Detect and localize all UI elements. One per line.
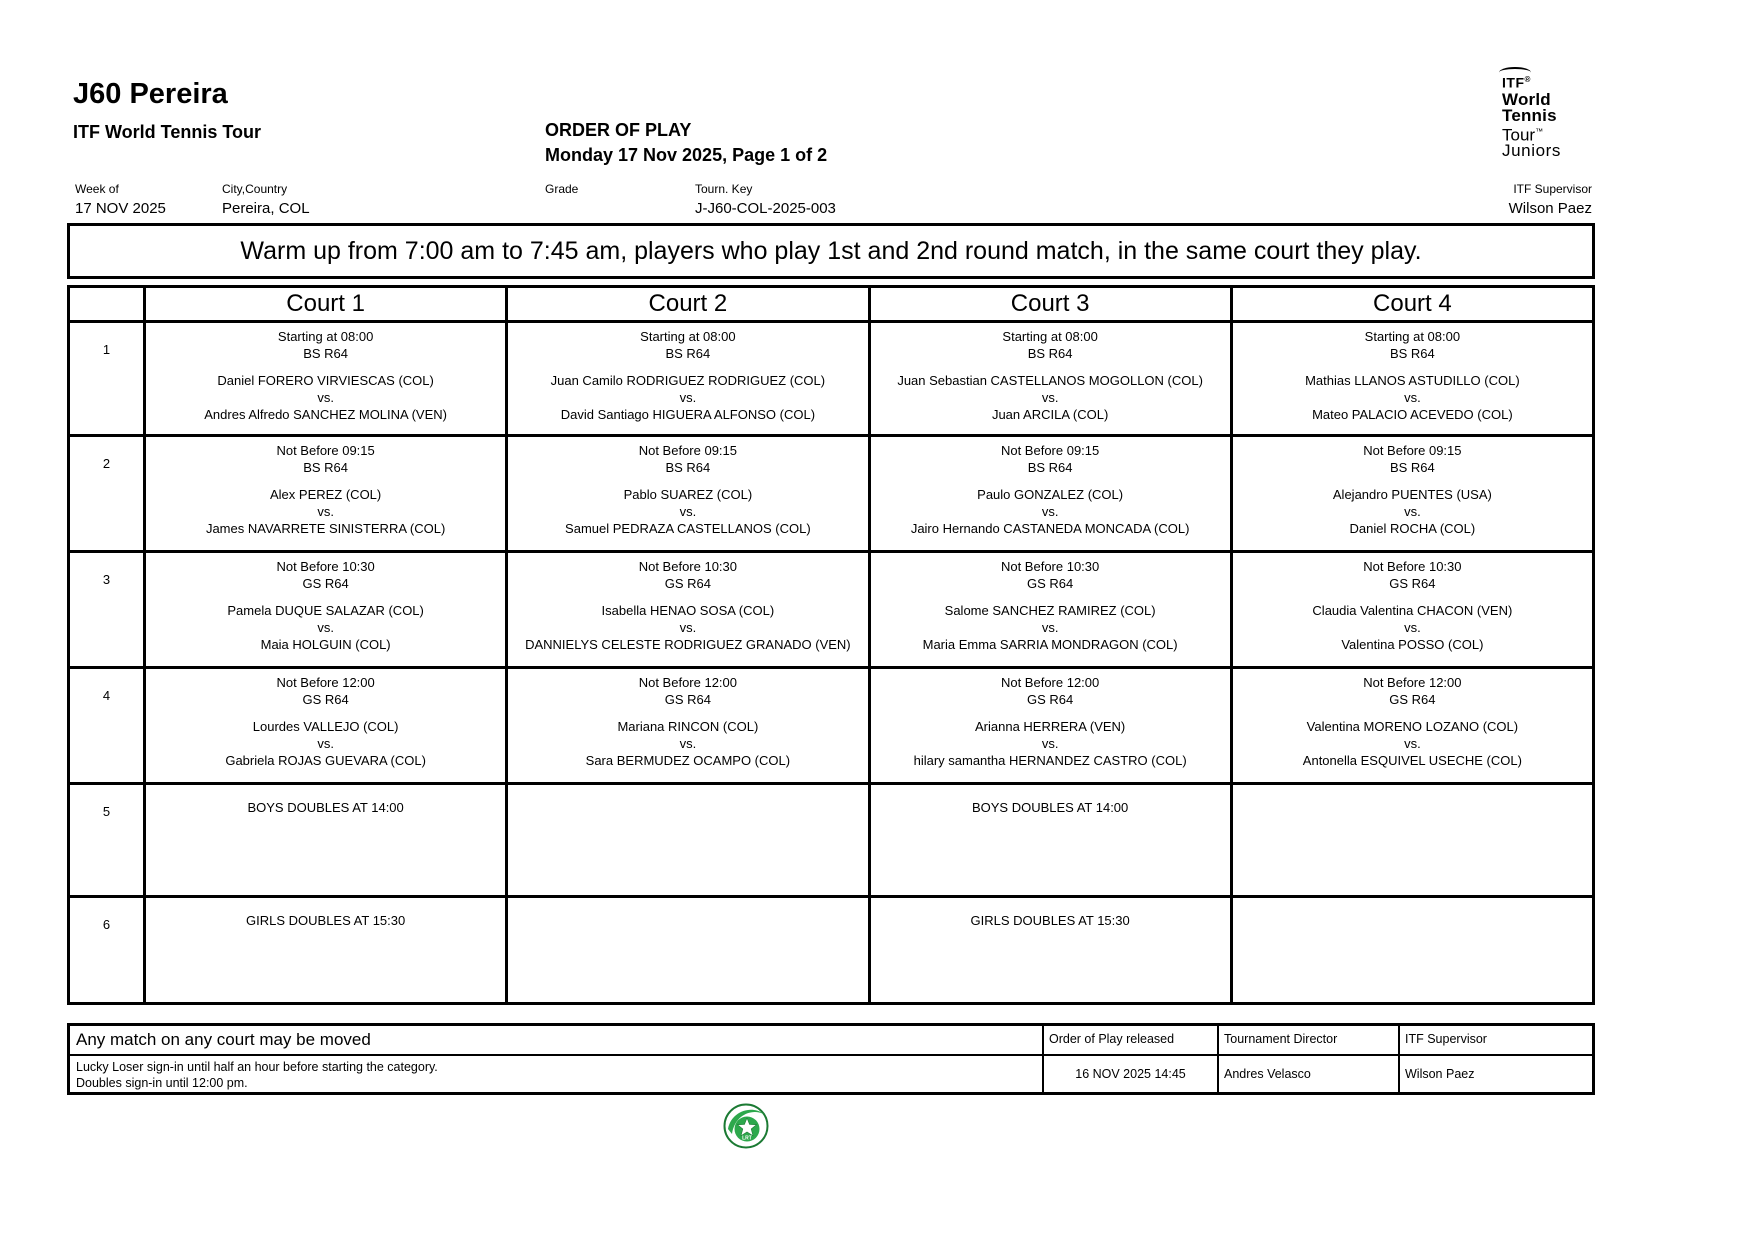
match-cell [1233,669,1592,782]
director-value: Andres Velasco [1217,1054,1398,1092]
schedule-row [70,434,1592,550]
match-cell [146,553,508,666]
spacer [146,708,505,718]
doubles-note: BOYS DOUBLES AT 14:00 [247,800,404,815]
vs-label: vs. [679,620,697,635]
player-2: Daniel ROCHA (COL) [1349,521,1476,536]
match-time: Not Before 09:15 [1000,443,1100,458]
match-time: Starting at 08:00 [640,329,736,344]
row-number: 1 [70,323,146,434]
player-2: Gabriela ROJAS GUEVARA (COL) [225,753,426,768]
spacer [146,592,505,602]
vs-label: vs. [1041,620,1059,635]
schedule-row [70,666,1592,782]
vs-label: vs. [1041,736,1059,751]
match-event: GS R64 [302,692,349,707]
doubles-note: BOYS DOUBLES AT 14:00 [971,800,1129,815]
court-header-row [70,288,1592,320]
city-label: City,Country [222,182,288,196]
match-cell [1233,323,1592,434]
spacer [1233,476,1592,486]
match-time: Not Before 09:15 [1363,443,1462,458]
registered-mark: ® [1524,75,1531,84]
page-title: J60 Pereira [73,78,228,110]
match-event: BS R64 [303,346,349,361]
player-2: David Santiago HIGUERA ALFONSO (COL) [560,407,816,422]
director-label: Tournament Director [1217,1026,1398,1054]
player-1: Lourdes VALLEJO (COL) [252,719,399,734]
match-event: BS R64 [665,460,711,475]
schedule-table [67,285,1595,1005]
player-1: Juan Sebastian CASTELLANOS MOGOLLON (COL) [897,373,1203,388]
row-number: 4 [70,669,146,782]
released-label: Order of Play released [1042,1026,1217,1054]
svg-text:LRT: LRT [742,1135,752,1142]
spacer [871,476,1230,486]
match-time: Not Before 12:00 [1363,675,1462,690]
logo-tour: Tour™ [1502,125,1544,145]
match-time: Starting at 08:00 [277,329,374,344]
match-event: BS R64 [665,346,711,361]
footer-table [67,1023,1595,1095]
spacer [1233,362,1592,372]
match-event: GS R64 [664,692,711,707]
match-cell [1233,898,1592,1002]
match-time: Not Before 12:00 [1000,675,1100,690]
vs-label: vs. [317,620,334,635]
spacer [146,476,505,486]
player-2: hilary samantha HERNANDEZ CASTRO (COL) [913,753,1187,768]
court-1-header: Court 1 [146,288,508,320]
match-event: BS R64 [303,460,349,475]
schedule-row [70,320,1592,434]
vs-label: vs. [317,504,334,519]
tourn-key-value: J-J60-COL-2025-003 [695,200,836,217]
player-2: Jairo Hernando CASTANEDA MONCADA (COL) [910,521,1190,536]
vs-label: vs. [679,736,697,751]
player-1: Mathias LLANOS ASTUDILLO (COL) [1305,373,1520,388]
week-of-value: 17 NOV 2025 [75,200,166,217]
match-time: Not Before 10:30 [638,559,738,574]
match-time: Not Before 09:15 [638,443,738,458]
date-page-line: Monday 17 Nov 2025, Page 1 of 2 [545,145,828,165]
tour-subtitle: ITF World Tennis Tour [73,122,261,142]
row-number: 6 [70,898,146,1002]
logo-juniors: Juniors [1502,141,1562,161]
vs-label: vs. [1041,390,1059,405]
warmup-banner: Warm up from 7:00 am to 7:45 am, players who play 1st and 2nd round match, in the same court they play. [67,223,1595,279]
match-time: Not Before 09:15 [276,443,375,458]
spacer [871,592,1230,602]
match-cell [146,785,508,895]
doubles-note: GIRLS DOUBLES AT 15:30 [970,913,1130,928]
vs-label: vs. [1041,504,1059,519]
doubles-signin-note: Doubles sign-in until 12:00 pm. [76,1076,248,1090]
logo-tennis: Tennis [1502,105,1557,125]
match-cell [146,898,508,1002]
player-1: Arianna HERRERA (VEN) [974,719,1126,734]
itf-logo-arc-icon [1499,67,1531,78]
player-2: DANNIELYS CELESTE RODRIGUEZ GRANADO (VEN) [525,637,851,652]
vs-label: vs. [317,390,334,405]
player-2: Valentina POSSO (COL) [1341,637,1484,652]
match-cell [508,785,870,895]
spacer [871,708,1230,718]
match-event: BS R64 [1027,460,1073,475]
player-1: Claudia Valentina CHACON (VEN) [1312,603,1513,618]
logo-world: World [1502,89,1551,109]
player-1: Pablo SUAREZ (COL) [623,487,753,502]
court-3-header: Court 3 [871,288,1233,320]
spacer [508,476,867,486]
footer-supervisor-value: Wilson Paez [1398,1054,1592,1092]
vs-label: vs. [1404,736,1421,751]
court-4-header: Court 4 [1373,290,1452,317]
schedule-row [70,550,1592,666]
player-1: Paulo GONZALEZ (COL) [977,487,1124,502]
player-2: Maia HOLGUIN (COL) [260,637,391,652]
spacer [1233,592,1592,602]
row-number-header [70,288,146,320]
match-cell [508,323,870,434]
match-time: Not Before 10:30 [276,559,375,574]
vs-label: vs. [679,390,697,405]
player-2: Juan ARCILA (COL) [991,407,1109,422]
supervisor-label: ITF Supervisor [1513,182,1592,196]
row-number: 2 [70,437,146,550]
match-cell [146,669,508,782]
player-2: Sara BERMUDEZ OCAMPO (COL) [585,753,791,768]
doubles-note: GIRLS DOUBLES AT 15:30 [246,913,406,928]
player-1: Alex PEREZ (COL) [270,487,382,502]
trademark-mark: ™ [1535,126,1544,136]
signin-notes [70,1054,1042,1092]
match-cell [1233,785,1592,895]
match-time: Starting at 08:00 [1002,329,1098,344]
match-cell [508,669,870,782]
match-event: GS R64 [1389,692,1436,707]
match-cell [1233,437,1592,550]
vs-label: vs. [1404,504,1421,519]
player-1: Daniel FORERO VIRVIESCAS (COL) [217,373,434,388]
match-time: Not Before 12:00 [276,675,375,690]
spacer [508,708,867,718]
itf-wtt-juniors-logo [1502,66,1612,159]
player-2: Antonella ESQUIVEL USECHE (COL) [1302,753,1522,768]
player-1: Mariana RINCON (COL) [617,719,759,734]
match-time: Starting at 08:00 [1364,329,1461,344]
tourn-key-label: Tourn. Key [695,182,753,196]
match-cell [508,898,870,1002]
match-cell [508,553,870,666]
match-cell [871,898,1233,1002]
match-cell [871,785,1233,895]
player-2: James NAVARRETE SINISTERRA (COL) [205,521,446,536]
player-1: Isabella HENAO SOSA (COL) [601,603,775,618]
order-of-play-heading: ORDER OF PLAY [545,120,692,140]
player-1: Alejandro PUENTES (USA) [1332,487,1492,502]
vs-label: vs. [1404,620,1421,635]
vs-label: vs. [317,736,334,751]
match-cell [1233,553,1592,666]
city-value: Pereira, COL [222,200,310,217]
match-event: BS R64 [1389,460,1435,475]
match-cell [508,437,870,550]
match-event: BS R64 [1027,346,1073,361]
row-number: 5 [70,785,146,895]
vs-label: vs. [1404,390,1421,405]
spacer [871,362,1230,372]
player-2: Maria Emma SARRIA MONDRAGON (COL) [922,637,1178,652]
schedule-row [70,782,1592,895]
match-cell [871,553,1233,666]
match-cell [146,323,508,434]
match-cell [146,437,508,550]
lucky-loser-note: Lucky Loser sign-in until half an hour before starting the category. [76,1060,438,1074]
match-cell [871,323,1233,434]
player-1: Pamela DUQUE SALAZAR (COL) [227,603,424,618]
match-time: Not Before 12:00 [638,675,738,690]
grade-label: Grade [545,182,579,196]
spacer [508,592,867,602]
match-event: GS R64 [302,576,349,591]
vs-label: vs. [679,504,697,519]
player-1: Salome SANCHEZ RAMIREZ (COL) [944,603,1156,618]
match-cell [871,669,1233,782]
schedule-body [70,320,1592,1002]
released-value: 16 NOV 2025 14:45 [1042,1054,1217,1092]
itf-logo-mark: ITF® [1502,66,1531,91]
lrt-logo [722,1102,770,1150]
supervisor-value: Wilson Paez [1508,200,1592,217]
player-2: Andres Alfredo SANCHEZ MOLINA (VEN) [204,407,447,422]
player-2: Mateo PALACIO ACEVEDO (COL) [1312,407,1513,422]
spacer [508,362,867,372]
match-event: GS R64 [1027,692,1074,707]
row-number: 3 [70,553,146,666]
match-time: Not Before 10:30 [1363,559,1462,574]
player-2: Samuel PEDRAZA CASTELLANOS (COL) [565,521,811,536]
match-cell [871,437,1233,550]
footer-supervisor-label: ITF Supervisor [1398,1026,1592,1054]
spacer [1233,708,1592,718]
player-1: Valentina MORENO LOZANO (COL) [1306,719,1519,734]
schedule-row [70,895,1592,1002]
match-event: GS R64 [664,576,711,591]
spacer [146,362,505,372]
court-2-header: Court 2 [508,288,870,320]
match-event: GS R64 [1027,576,1074,591]
week-of-label: Week of [75,182,119,196]
match-event: GS R64 [1389,576,1436,591]
match-time: Not Before 10:30 [1000,559,1100,574]
match-event: BS R64 [1389,346,1435,361]
player-1: Juan Camilo RODRIGUEZ RODRIGUEZ (COL) [550,373,826,388]
match-move-note: Any match on any court may be moved [76,1030,371,1049]
